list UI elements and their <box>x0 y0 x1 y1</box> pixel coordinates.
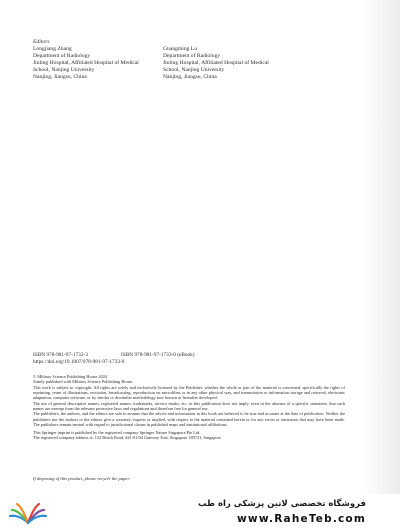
editors-label: Editors <box>33 39 50 45</box>
book-logo-icon <box>8 497 48 527</box>
rights-paragraph: This work is subject to copyright. All rights are solely and exclusively licensed by the Publisher, whether the whole or part of the material is concerned, specifically the rights of reprinting, reuse of illustrations, recitation, broadcasting, reproduction on microfilms or in any other physical way, and transmission or information storage and retrieval, electronic adaptation, computer software, or by similar or dissimilar methodology now known or hereafter developed. <box>33 384 345 401</box>
store-name-persian: فروشگاه تخصصی لاتین پزشکی راه طب <box>198 499 366 509</box>
editor-affiliation-line: Jinling Hospital, Affiliated Hospital of Medical <box>33 59 139 66</box>
page-edge-shadow <box>360 0 400 500</box>
editor-name: Longjiang Zhang <box>33 46 72 52</box>
editor-affiliation-line: School, Nanjing University <box>33 66 95 73</box>
editor-block-1 <box>33 46 173 81</box>
editor-name: Guangming Lu <box>163 46 198 52</box>
copyright-notice <box>33 374 345 441</box>
editor-affiliation-line: Nanjing, Jiangsu, China <box>33 73 87 80</box>
store-url[interactable]: www.RaheTeb.com <box>237 513 366 525</box>
editor-affiliation-line: School, Nanjing University <box>163 66 225 73</box>
imprint-line: This Springer imprint is published by the registered company Springer Nature Singapore Pte Ltd. <box>33 429 201 435</box>
isbn-row <box>33 352 195 359</box>
editor-affiliation-line: Nanjing, Jiangsu, China <box>163 73 217 80</box>
editor-affiliation-line: Jinling Hospital, Affiliated Hospital of Medical <box>163 59 269 66</box>
editor-block-2 <box>163 46 303 81</box>
names-paragraph: The use of general descriptive names, registered names, trademarks, service marks, etc. in this publication does not imply, even in the absence of a specific statement, that such names are exempt from the relevant protective laws and regulations and therefore free for general use. <box>33 400 345 412</box>
editor-affiliation-line: Department of Radiology <box>33 52 91 59</box>
isbn-print: ISBN 978-981-97-1732-3 <box>33 352 88 358</box>
copyright-line: Jointly published with Military Science Publishing House <box>33 379 133 385</box>
editor-affiliation-line: Department of Radiology <box>163 52 221 59</box>
copyright-line: © Military Science Publishing House 2024 <box>33 374 108 379</box>
doi-link[interactable]: https://doi.org/10.1007/978-981-97-1733-0 <box>33 358 125 365</box>
isbn-ebook: ISBN 978-981-97-1733-0 (eBook) <box>121 352 195 358</box>
imprint-line: The registered company address is: 152 Beach Road, #21-01/04 Gateway East, Singapore 189721, Singapore <box>33 435 221 441</box>
isbn-block <box>33 352 195 365</box>
advice-paragraph: The publishers, the authors, and the editors are safe to assume that the advice and information in this book are believed to be true and accurate at the date of publication. Neither the publishers nor the authors or the editors give a warranty, express or implied, with respect to the material contained herein or for any errors or omissions that may have been made. The publishers remain neutral with regard to jurisdictional claims in published maps and institutional affiliations. <box>33 411 345 428</box>
recycle-note: If disposing of this product, please recycle the paper. <box>33 476 130 481</box>
